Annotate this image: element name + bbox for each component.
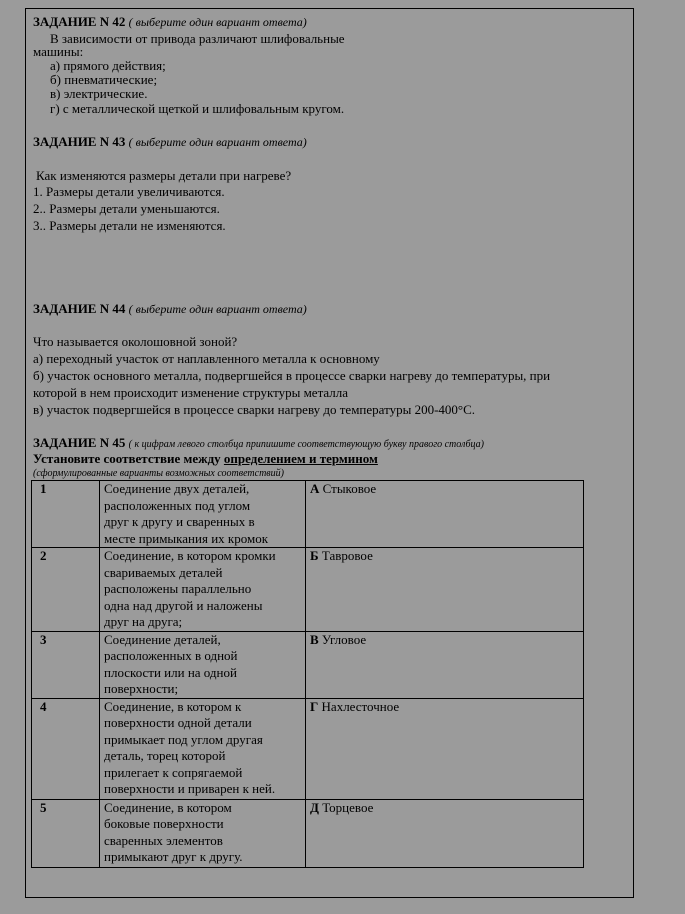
q42-text-2: машины:: [33, 44, 84, 59]
term-letter: А: [310, 481, 320, 496]
definition-line: друг к другу и сваренных в: [104, 514, 255, 529]
definition-line: боковые поверхности: [104, 816, 224, 831]
term-letter: Г: [310, 698, 319, 714]
definition-line: поверхности и приварен к ней.: [104, 781, 276, 796]
definition-line: одна над другой и наложены: [104, 597, 263, 613]
q42-option-b: б) пневматические;: [50, 72, 158, 87]
table-row: [32, 631, 584, 698]
definition-line: примыкает под углом другая: [104, 731, 263, 747]
q42-text-1: В зависимости от привода различают шлифовальные: [50, 31, 345, 46]
definition-line: поверхности одной детали: [104, 715, 252, 730]
q43-option-2: 2.. Размеры детали уменьшаются.: [33, 201, 220, 216]
term-letter: Б: [310, 548, 319, 563]
row-definition: [100, 548, 306, 632]
q43-note: ( выберите один вариант ответа): [128, 135, 307, 149]
q44-option-c: в) участок подвергшейся в процессе сварки нагреву до температуры 200-400°С.: [33, 402, 476, 417]
row-term: [306, 631, 584, 698]
row-definition: [100, 698, 306, 799]
definition-line: сваренных элементов: [104, 832, 223, 848]
q42-option-c: в) электрические.: [50, 86, 148, 101]
term-label: Угловое: [321, 631, 367, 647]
q44-number: ЗАДАНИЕ N 44: [33, 301, 126, 316]
definition-line: Соединение, в котором кромки: [104, 548, 276, 563]
table-row: [32, 481, 584, 548]
definition-line: друг на друга;: [104, 614, 183, 629]
q44-header: [33, 301, 307, 317]
q43-option-1: 1. Размеры детали увеличиваются.: [33, 184, 225, 199]
q43-number: ЗАДАНИЕ N 43: [33, 134, 126, 149]
row-number: 5: [32, 799, 100, 867]
definition-line: свариваемых деталей: [104, 564, 223, 580]
row-definition: [100, 631, 306, 698]
row-definition: [100, 481, 306, 548]
row-term: [306, 799, 584, 867]
q44-note: ( выберите один вариант ответа): [128, 302, 307, 316]
definition-line: плоскости или на одной: [104, 664, 237, 680]
q45-instruction: [33, 451, 378, 466]
q44-option-a: а) переходный участок от наплавленного металла к основному: [33, 351, 380, 366]
definition-line: Соединение, в котором к: [104, 698, 242, 714]
q44-question: Что называется околошовной зоной?: [33, 334, 238, 349]
row-term: [306, 481, 584, 548]
q42-header: [33, 14, 307, 30]
row-number: 1: [32, 481, 100, 548]
term-label: Тавровое: [321, 548, 373, 563]
definition-line: Соединение, в котором: [104, 799, 232, 815]
definition-line: расположены параллельно: [104, 581, 252, 596]
definition-line: месте примыкания их кромок: [104, 530, 269, 546]
q45-number: ЗАДАНИЕ N 45: [33, 435, 126, 450]
definition-line: расположенных под углом: [104, 497, 251, 513]
q45-instruction-a: Установите соответствие между: [33, 451, 224, 466]
definition-line: поверхности;: [104, 681, 179, 696]
q42-number: ЗАДАНИЕ N 42: [33, 14, 126, 29]
definition-line: примыкают друг к другу.: [104, 849, 243, 864]
table-row: [32, 548, 584, 632]
q45-instruction-b: определением и термином: [223, 451, 378, 466]
table-row: [32, 799, 584, 867]
definition-line: Соединение двух деталей,: [104, 481, 250, 496]
definition-line: расположенных в одной: [104, 648, 238, 663]
q42-note: ( выберите один вариант ответа): [128, 15, 307, 29]
q45-subtitle: (сформулированные варианты возможных соответствий): [33, 468, 284, 479]
q42-option-a: а) прямого действия;: [50, 58, 166, 73]
table-row: [32, 698, 584, 799]
row-term: [306, 548, 584, 632]
definition-line: Соединение деталей,: [104, 631, 221, 647]
term-letter: В: [310, 631, 319, 647]
definition-line: деталь, торец которой: [104, 748, 226, 763]
q44-option-b-cont: которой в нем происходит изменение структуры металла: [33, 385, 349, 400]
row-term: [306, 698, 584, 799]
term-label: Торцевое: [322, 799, 374, 815]
term-letter: Д: [310, 799, 319, 815]
q43-header: [33, 134, 307, 150]
q45-header: [33, 435, 484, 452]
row-number: 4: [32, 698, 100, 799]
term-label: Нахлесточное: [321, 698, 400, 714]
q44-option-b: б) участок основного металла, подвергшейся в процессе сварки нагреву до температуры, при: [33, 368, 551, 383]
matching-table: [31, 480, 584, 868]
q42-option-d: г) с металлической щеткой и шлифовальным кругом.: [50, 101, 345, 116]
row-number: 2: [32, 548, 100, 632]
row-number: 3: [32, 631, 100, 698]
definition-line: прилегает к сопрягаемой: [104, 764, 243, 780]
q45-note: ( к цифрам левого столбца припишите соответствующую букву правого столбца): [128, 439, 484, 450]
term-label: Стыковое: [322, 481, 377, 496]
q43-option-3: 3.. Размеры детали не изменяются.: [33, 218, 226, 233]
q43-question: Как изменяются размеры детали при нагреве?: [36, 168, 292, 183]
row-definition: [100, 799, 306, 867]
